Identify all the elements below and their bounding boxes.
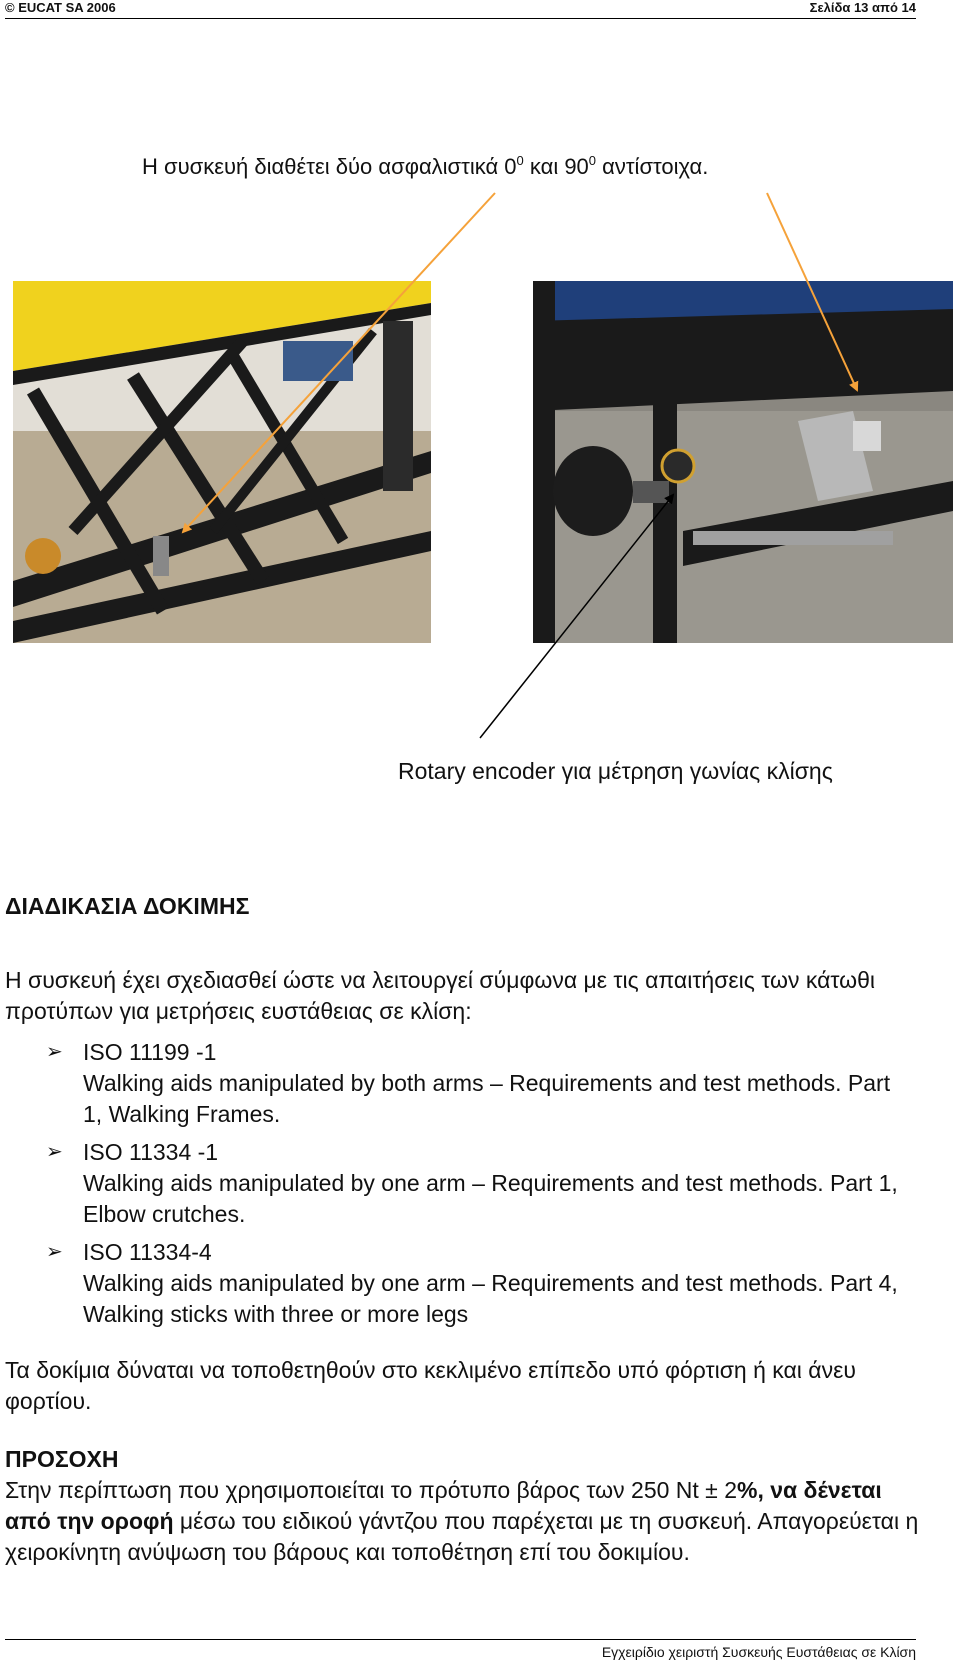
attention-title: ΠΡΟΣΟΧΗ (5, 1446, 119, 1472)
arrow-bullet-icon: ➢ (46, 1141, 63, 1163)
page-footer (5, 1639, 916, 1660)
standard-description: Walking aids manipulated by one arm – Requirements and test methods. Part 4, Walking sticks with three or more legs (83, 1270, 898, 1327)
standard-description: Walking aids manipulated by both arms – Requirements and test methods. Part 1, Walking Frames. (83, 1070, 891, 1127)
standard-description: Walking aids manipulated by one arm – Requirements and test methods. Part 1, Elbow crutches. (83, 1170, 898, 1227)
header-copyright: © EUCAT SA 2006 (5, 0, 116, 15)
standard-code: ISO 11334 -1 (83, 1139, 219, 1165)
warning-paragraph: Στην περίπτωση που χρησιμοποιείται το πρότυπο βάρος των 250 Nt ± 2%, να δένεται από την οροφή μέσω του ειδικού γάντζου που παρέχεται με τη συσκευή. Απαγορεύεται η χειροκίνητη ανύψωση του βάρους και τοποθέτηση επί του δοκιμίου. (5, 1477, 919, 1565)
photo-tilt-frame (13, 281, 431, 643)
list-item (46, 1237, 906, 1330)
photo-rotary-encoder (533, 281, 953, 643)
specimens-paragraph: Τα δοκίμια δύναται να τοποθετηθούν στο κεκλιμένο επίπεδο υπό φόρτιση ή και άνευ φορτίου. (5, 1357, 856, 1414)
standard-code: ISO 11199 -1 (83, 1039, 217, 1065)
standard-code: ISO 11334-4 (83, 1239, 212, 1265)
standards-list (46, 1037, 906, 1337)
footer-title: Εγχειρίδιο χειριστή Συσκευής Ευστάθειας σε Κλίση (601, 1644, 916, 1660)
section-title-test-procedure: ΔΙΑΔΙΚΑΣΙΑ ΔΟΚΙΜΗΣ (5, 893, 250, 919)
arrow-bullet-icon: ➢ (46, 1041, 63, 1063)
list-item (46, 1137, 906, 1230)
arrow-bullet-icon: ➢ (46, 1241, 63, 1263)
caption-safety-stops: Η συσκευή διαθέτει δύο ασφαλιστικά $0^0$ και $90^0$ αντίστοιχα. (142, 153, 709, 179)
intro-paragraph: Η συσκευή έχει σχεδιασθεί ώστε να λειτουργεί σύμφωνα με τις απαιτήσεις των κάτωθι προτύπων για μετρήσεις ευστάθειας σε κλίση: (5, 967, 875, 1024)
list-item (46, 1037, 906, 1130)
caption-rotary-encoder: Rotary encoder για μέτρηση γωνίας κλίσης (398, 758, 833, 784)
header-page-number: Σελίδα 13 από 14 (809, 0, 916, 15)
page-header (5, 0, 916, 19)
